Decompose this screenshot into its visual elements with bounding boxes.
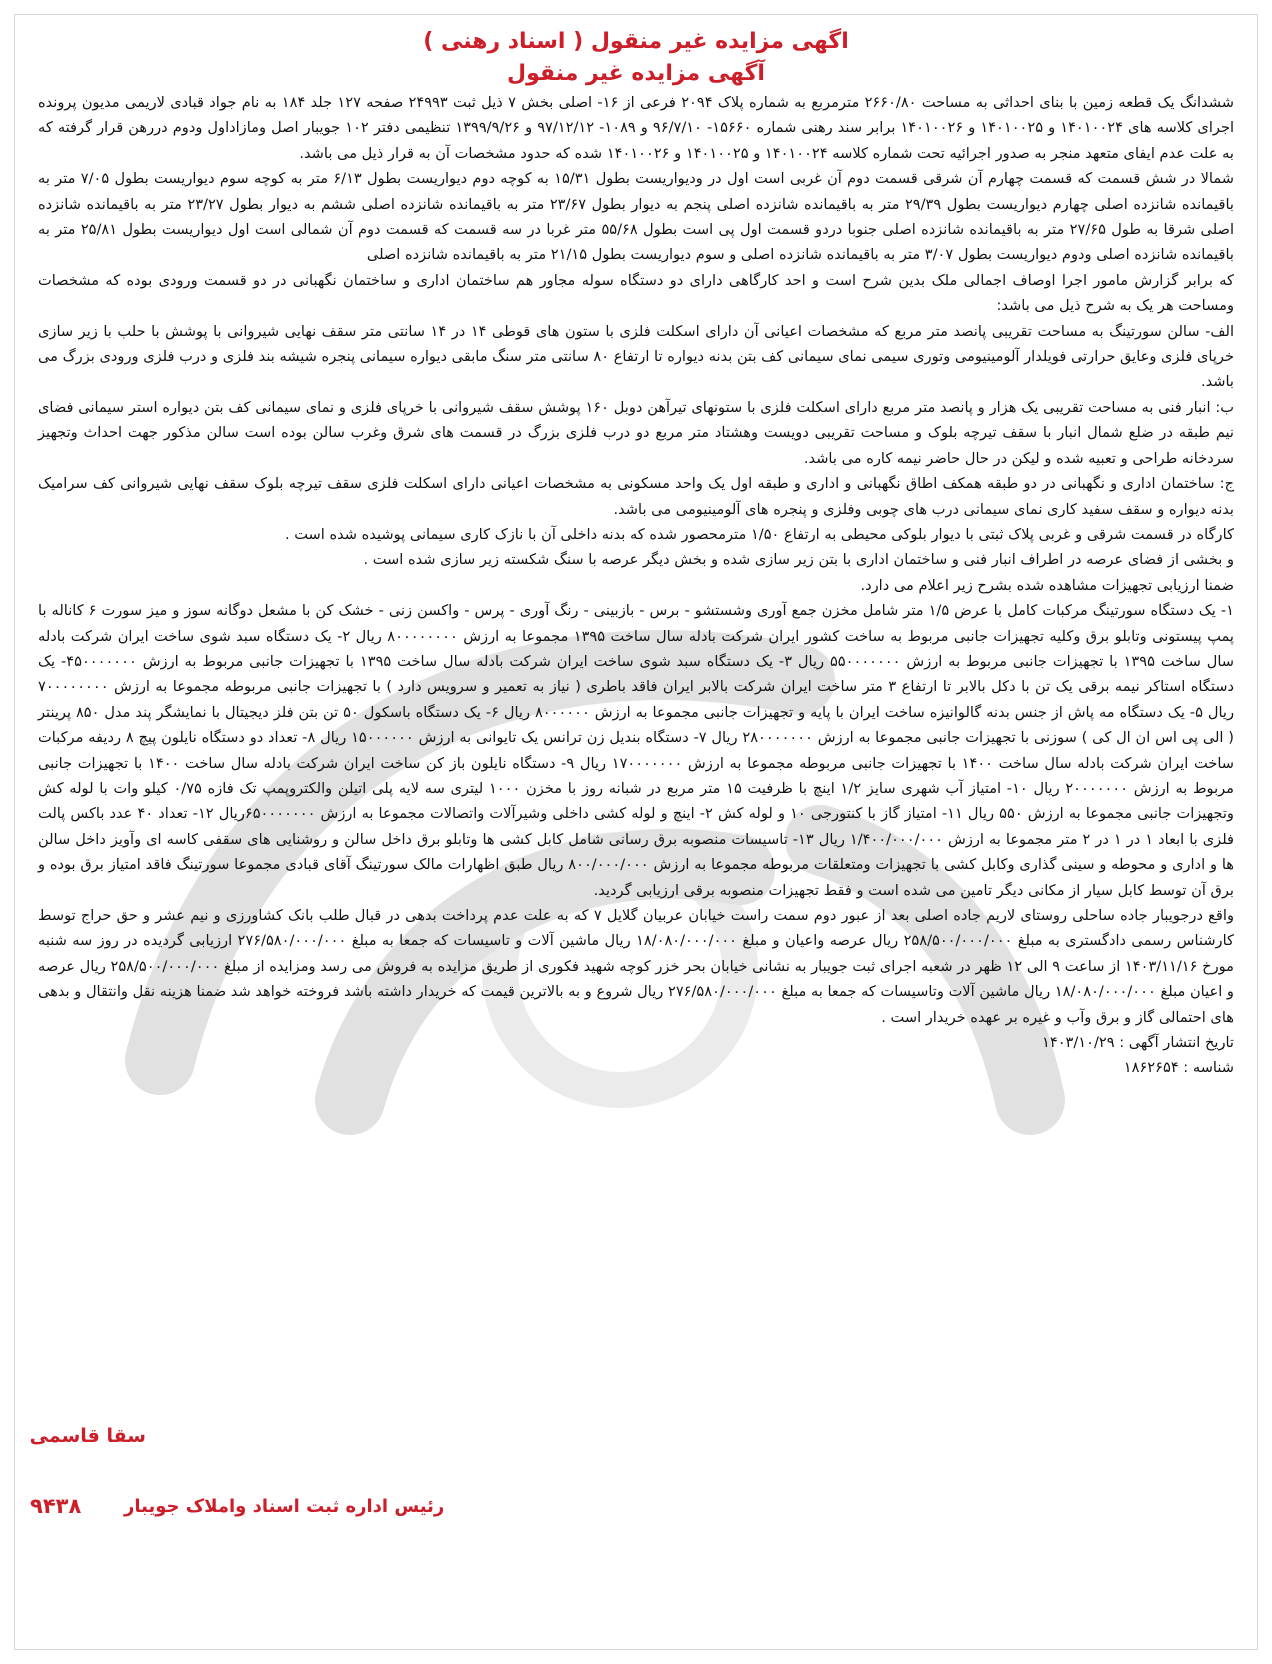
publish-date: تاریخ انتشار آگهی : ۱۴۰۳/۱۰/۲۹ [1042, 1034, 1234, 1052]
notice-subtitle: آگهی مزایده غیر منقول [507, 61, 765, 86]
paragraph: ب: انبار فنی به مساحت تقریبی یک هزار و پانصد متر مربع دارای اسکلت فلزی با ستونهای تیرآهن دوبل ۱۶۰ پوشش سقف شیروانی با خرپای فلزی و نمای سیمانی کف بتن دیواره استر سیمانی فضای نیم طبقه در ضلع شمال انبار با سقف تیرچه بلوک و مساحت تقریبی دویست وهشتاد متر مربع دو درب فلزی بزرگ در قسمت های شرق وغرب سالن بوده است سالن مذکور جهت احداث وتجهیز سردخانه طراحی و تعبیه شده و لیکن در حال حاضر نیمه کاره می باشد. [38, 398, 1234, 467]
paragraph: الف- سالن سورتینگ به مساحت تقریبی پانصد متر مربع که مشخصات اعیانی آن دارای اسکلت فلزی با ستون های قوطی ۱۴ در ۱۴ سانتی متر سقف نهایی شیروانی با پوشش با حلب با زیر سازی خرپای فلزی وعایق حرارتی فویلدار آلومینیومی وتوری سیمی نمای سیمانی کف بتن بدنه دیواره تا ارتفاع ۸۰ سانتی متر سنگ مابقی دیواره سیمانی پنجره شیشه بند فلزی و درب فلزی ورودی بزرگ می باشد. [38, 322, 1234, 391]
paragraph: کارگاه در قسمت شرقی و غربی پلاک ثبتی با دیوار بلوکی محیطی به ارتفاع ۱/۵۰ مترمحصور شده که بدنه داخلی آن با نازک کاری سیمانی پوشیده شده است . [284, 525, 1234, 543]
paragraph: و بخشی از فضای عرصه در اطراف انبار فنی و ساختمان اداری با بتن زیر سازی شده و بخش دیگر عرصه با سنگ شکسته زیر سازی شده است . [363, 551, 1234, 569]
signer-name: سقا قاسمی [29, 1425, 146, 1447]
paragraph: واقع درجویبار جاده ساحلی روستای لاریم جاده اصلی بعد از عبور دوم سمت راست خیابان عربیان گلایل ۷ که به علت عدم پرداخت بدهی در قبال طلب بانک کشاورزی و نیم عشر و حق حراج توسط کارشناس رسمی دادگستری به مبلغ ۲۵۸/۵۰۰/۰۰۰/۰۰۰ ریال عرصه واعیان و مبلغ ۱۸/۰۸۰/۰۰۰/۰۰۰ ریال ماشین آلات و تاسیسات که جمعا به مبلغ ۲۷۶/۵۸۰/۰۰۰/۰۰۰ ارزیابی گردیده در روز سه شنبه مورخ ۱۴۰۳/۱۱/۱۶ از ساعت ۹ الی ۱۲ ظهر در شعبه اجرای ثبت جویبار به نشانی خیابان بحر خزر کوچه شهید فکوری از طریق مزایده به فروش می رسد ومزایده از مبلغ ۲۵۸/۵۰۰/۰۰۰/۰۰۰ ریال عرصه و اعیان مبلغ ۱۸/۰۸۰/۰۰۰/۰۰۰ ریال ماشین آلات وتاسیسات که جمعا به مبلغ ۲۷۶/۵۸۰/۰۰۰/۰۰۰ ریال شروع و به بالاترین قیمت که خریدار داشته باشد فروخته خواهد شد ضمنا هزینه نقل وانتقال و بدهی های احتمالی گاز و برق وآب و غیره بر عهده خریدار است . [38, 907, 1234, 1026]
paragraph: ج: ساختمان اداری و نگهبانی در دو طبقه همکف اطاق نگهبانی و اداری و طبقه اول یک واحد مسکونی به مشخصات اعیانی دارای اسکلت فلزی سقف تیرچه بلوک سقف نهایی شیروانی کف سرامیک بدنه دیواره و سقف سفید کاری نمای سیمانی درب های چوبی وفلزی و پنجره های آلومینیومی می باشد. [38, 475, 1234, 518]
paragraph: ۱- یک دستگاه سورتینگ مرکبات کامل با عرض ۱/۵ متر شامل مخزن جمع آوری وشستشو - برس - بازبینی - رنگ آوری - پرس - واکسن زنی - خشک کن با مشعل دوگانه سوز و میز سورت ۶ کاناله با پمپ پیستونی وتابلو برق وکلیه تجهیزات جانبی مربوط به ساخت کشور ایران شرکت بادله سال ساخت ۱۳۹۵ مجموعا به ارزش ۸۰۰۰۰۰۰۰۰ ریال ۲- یک دستگاه سبد شوی ساخت ایران شرکت بادله سال ساخت ۱۳۹۵ با تجهیزات جانبی مربوط به ارزش ۵۵۰۰۰۰۰۰۰ ریال ۳- یک دستگاه سبد شوی ساخت ایران شرکت بادله سال ساخت ۱۳۹۵ با تجهیزات جانبی مربوط به ارزش ۴۵۰۰۰۰۰۰۰- یک دستگاه استاکر نیمه برقی یک تن با دکل بالابر تا ارتفاع ۳ متر ساخت ایران شرکت بالابر ایران فاقد باطری ( نیاز به تعمیر و سرویس دارد ) با تجهیزات جانبی مربوطه مجموعا به ارزش ۷۰۰۰۰۰۰۰۰ ریال ۵- یک دستگاه مه پاش از جنس بدنه گالوانیزه ساخت ایران با پایه و تجهیزات جانبی مجموعا به ارزش ۸۰۰۰۰۰۰ ریال ۶- یک دستگاه باسکول ۵۰ تن بتن فلز دیجیتال با نمایشگر پند مدل ۸۵۰ پرینتر ( الی پی اس ان ال کی ) سوزنی با تجهیزات جانبی مجموعا به ارزش ۲۸۰۰۰۰۰۰۰ ریال ۷- دستگاه بندیل زن ترانس یک تایوانی به ارزش ۱۵۰۰۰۰۰۰ ریال ۸- تعداد دو دستگاه نایلون پیچ ۸ ردیفه مرکبات ساخت ایران شرکت بادله سال ساخت ۱۴۰۰ با تجهیزات جانبی مربوطه مجموعا به ارزش ۱۷۰۰۰۰۰۰۰ ریال ۹- دستگاه نایلون باز کن ساخت ایران شرکت بادله سال ساخت ۱۴۰۰ با تجهیزات جانبی مربوط به ارزش ۲۰۰۰۰۰۰۰ ریال ۱۰- امتیاز آب شهری سایز ۱/۲ اینچ با ظرفیت ۱۵ متر مربع در شبانه روز با مخزن ۱۰۰۰ لیتری سه لایه پلی اتیلن والکتروپمپ تک فازه ۰/۷۵ کیلو وات با لوله کش وتجهیزات جانبی مجموعا به ارزش ۵۵۰ ریال ۱۱- امتیاز گاز با کنتورجی ۱۰ و لوله کش ۲- اینچ و لوله کشی داخلی وشیرآلات واتصالات مجموعا به ارزش ۶۵۰۰۰۰۰۰۰ریال ۱۲- تعداد ۴۰ عدد باکس پالت فلزی با ابعاد ۱ در ۱ در ۲ متر مجموعا به ارزش ۱/۴۰۰/۰۰۰/۰۰۰ ریال ۱۳- تاسیسات منصوبه برق رسانی شامل کابل کشی ها وتابلو برق داخل سالن و روشنایی های سقفی کاسه ای وآویز داخل سالن ها و اداری و محوطه و سینی گذاری وکابل کشی با تجهیزات ومتعلقات مربوطه مجموعا به ارزش ۸۰۰/۰۰۰/۰۰۰ ریال طبق اظهارات مالک سورتینگ آقای قبادی مجموعا سورتینگ فاقد امتیاز برق بوده و برق آن توسط کابل سیار از مکانی دیگر تامین می شده است و فقط تجهیزات منصوبه برقی ارزیابی گردید. [38, 602, 1235, 899]
paragraph: شمالا در شش قسمت که قسمت چهارم آن شرقی قسمت دوم آن غربی است اول در ودیواریست بطول ۱۵/۳۱ به کوچه دوم دیواریست بطول ۶/۱۳ متر به کوچه سوم دیواریست بطول ۷/۰۵ متر به باقیمانده شانزده اصلی چهارم دیواریست بطول ۲۹/۳۹ متر به باقیمانده شانزده اصلی پنجم به دیوار بطول ۲۳/۶۷ متر به باقیمانده شانزده اصلی ششم به دیوار بطول ۲۳/۲۷ متر به باقیمانده شانزده اصلی شرقا به طول ۲۷/۶۵ متر به باقیمانده شانزده اصلی جنوبا دردو قسمت اول پی است بطول ۵۵/۶۸ متر غربا در سه قسمت که قسمت دوم آن شمالی است اول دیواریست بطول ۲۵/۸۱ متر به باقیمانده شانزده اصلی ودوم دیواریست بطول ۳/۰۷ متر به باقیمانده شانزده اصلی و سوم دیواریست بطول ۲۱/۱۵ متر به باقیمانده شانزده اصلی [38, 170, 1234, 264]
paragraph: ضمنا ارزیابی تجهیزات مشاهده شده بشرح زیر اعلام می دارد. [860, 576, 1234, 594]
paragraph: ششدانگ یک قطعه زمین با بنای احداثی به مساحت ۲۶۶۰/۸۰ مترمربع به شماره پلاک ۲۰۹۴ فرعی از ۱۶- اصلی بخش ۷ ذیل ثبت ۲۴۹۹۳ صفحه ۱۲۷ جلد ۱۸۴ به نام جواد قبادی لاریمی مدیون پرونده اجرای کلاسه های ۱۴۰۱۰۰۲۴ و ۱۴۰۱۰۰۲۵ و ۱۴۰۱۰۰۲۶ برابر سند رهنی شماره ۱۵۶۶۰- ۹۶/۷/۱۰ و ۱۰۸۹- ۹۷/۱۲/۱۲ و ۱۳۹۹/۹/۲۶ تنظیمی دفتر ۱۰۲ جویبار اصل ومازاداول ودوم دررهن قرار گرفته که به علت عدم ایفای متعهد منجر به صدور اجرائیه تحت شماره کلاسه ۱۴۰۱۰۰۲۴ و ۱۴۰۱۰۰۲۵ و ۱۴۰۱۰۰۲۶ شده که حدود مشخصات آن به قرار ذیل می باشد. [38, 94, 1235, 162]
signer-title: رئیس اداره ثبت اسناد واملاک جویبار [124, 1496, 445, 1517]
ad-code: ۹۴۳۸ [30, 1494, 82, 1518]
paragraph: که برابر گزارش مامور اجرا اوصاف اجمالی ملک بدین شرح است و احد کارگاهی دارای دو دستگاه سوله مجاور هم ساختمان اداری و ساختمان نگهبانی در دو قسمت ورودی بوده که مشخصات ومساحت هر یک به شرح ذیل می باشد: [38, 271, 1234, 315]
notice-title: اگهی مزایده غیر منقول ( اسناد رهنی ) [423, 29, 849, 54]
notice-content [38, 26, 1234, 1081]
identifier: شناسه : ۱۸۶۲۶۵۴ [1123, 1059, 1234, 1077]
